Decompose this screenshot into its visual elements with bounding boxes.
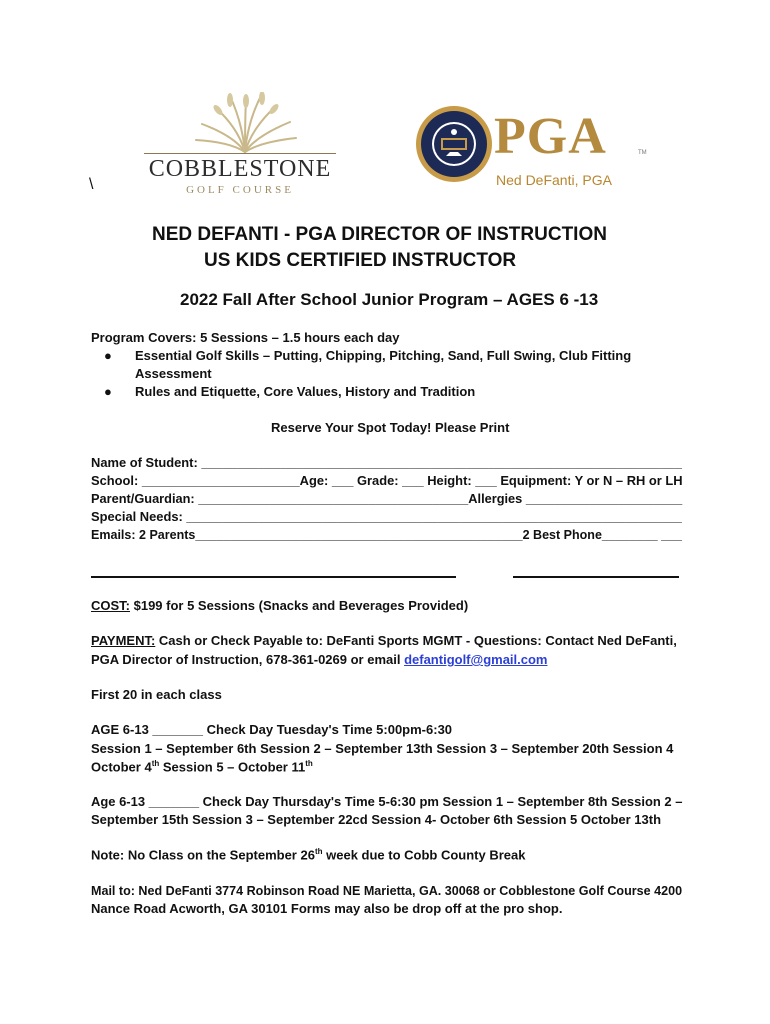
note-text-a: Note: No Class on the September 26 bbox=[91, 847, 315, 863]
cobblestone-name: COBBLESTONE bbox=[148, 156, 332, 182]
pga-wordmark: PGA bbox=[494, 108, 607, 165]
ordinal-suffix: th bbox=[151, 759, 160, 768]
tuesday-date-a: October 4 bbox=[91, 759, 152, 775]
program-covers: Program Covers: 5 Sessions – 1.5 hours each day bbox=[91, 330, 400, 345]
cost-line bbox=[91, 598, 468, 613]
thursday-checkbox-line: Age 6-13 _______ Check Day Thursday's Time 5-6:30 pm Session 1 – September 8th Session 2 – bbox=[91, 794, 683, 809]
bullet-marker: ● bbox=[104, 384, 112, 399]
cobblestone-subtitle: GOLF COURSE bbox=[186, 184, 294, 196]
mail-line-continued: Nance Road Acworth, GA 30101 Forms may also be drop off at the pro shop. bbox=[91, 901, 563, 916]
pga-logo bbox=[414, 104, 654, 194]
bullet-rules: Rules and Etiquette, Core Values, History and Tradition bbox=[135, 384, 476, 399]
heading-certified: US KIDS CERTIFIED INSTRUCTOR bbox=[204, 250, 517, 271]
payment-contact bbox=[91, 652, 547, 667]
field-emails-phone: Emails: 2 Parents_______________________________________________2 Best Phone________ ___ bbox=[91, 527, 682, 542]
cobblestone-logo bbox=[140, 92, 340, 200]
mail-line: Mail to: Ned DeFanti 3774 Robinson Road NE Marietta, GA. 30068 or Cobblestone Golf Course 4200 bbox=[91, 883, 683, 898]
email-link[interactable]: defantigolf@gmail.com bbox=[404, 652, 548, 667]
wheat-icon bbox=[190, 92, 300, 154]
tuesday-date-b: Session 5 – October 11 bbox=[159, 759, 306, 775]
logo-divider bbox=[144, 153, 336, 154]
program-title: 2022 Fall After School Junior Program – AGES 6 -13 bbox=[180, 290, 599, 309]
pga-seal-icon bbox=[414, 104, 494, 184]
pga-caption: Ned DeFanti, PGA bbox=[496, 172, 612, 188]
field-special-needs: Special Needs: _____________________________________________________________________ bbox=[91, 509, 682, 524]
bullet-marker: ● bbox=[104, 348, 112, 363]
tuesday-sessions: Session 1 – September 6th Session 2 – September 13th Session 3 – September 20th Session 4 bbox=[91, 741, 674, 756]
bullet-skills: Essential Golf Skills – Putting, Chipping, Pitching, Sand, Full Swing, Club Fitting bbox=[135, 348, 632, 363]
bullet-skills-continued: Assessment bbox=[135, 366, 212, 381]
payment-label: PAYMENT: bbox=[91, 633, 156, 648]
separator-left bbox=[91, 576, 456, 578]
note-line bbox=[91, 847, 526, 862]
thursday-sessions: September 15th Session 3 – September 22cd Session 4- October 6th Session 5 October 13th bbox=[91, 812, 662, 827]
cost-text: $199 for 5 Sessions (Snacks and Beverages Provided) bbox=[130, 598, 469, 613]
ordinal-suffix: th bbox=[314, 847, 323, 856]
tuesday-sessions-continued bbox=[91, 759, 313, 774]
first-twenty: First 20 in each class bbox=[91, 687, 222, 702]
field-student-name: Name of Student: ___________________________________________________________________ bbox=[91, 455, 682, 470]
field-parent-allergies: Parent/Guardian: ______________________________________Allergies ______________________ bbox=[91, 491, 683, 506]
field-school-age-grade: School: ______________________Age: ___ Grade: ___ Height: ___ Equipment: Y or N – RH or LH bbox=[91, 473, 683, 488]
tuesday-checkbox-line: AGE 6-13 _______ Check Day Tuesday's Time 5:00pm-6:30 bbox=[91, 722, 453, 737]
note-text-b: week due to Cobb County Break bbox=[322, 847, 526, 863]
payment-contact-text: PGA Director of Instruction, 678-361-0269 or email bbox=[91, 652, 405, 667]
ordinal-suffix: th bbox=[305, 759, 313, 768]
trademark-mark: TM bbox=[638, 150, 647, 156]
payment-line bbox=[91, 633, 677, 648]
cost-label: COST: bbox=[91, 598, 130, 613]
stray-backslash: \ bbox=[89, 176, 94, 193]
heading-director: NED DEFANTI - PGA DIRECTOR OF INSTRUCTION bbox=[152, 224, 607, 245]
separator-right bbox=[513, 576, 679, 578]
reserve-spot: Reserve Your Spot Today! Please Print bbox=[271, 420, 510, 435]
payment-text: Cash or Check Payable to: DeFanti Sports MGMT - Questions: Contact Ned DeFanti, bbox=[155, 633, 677, 648]
